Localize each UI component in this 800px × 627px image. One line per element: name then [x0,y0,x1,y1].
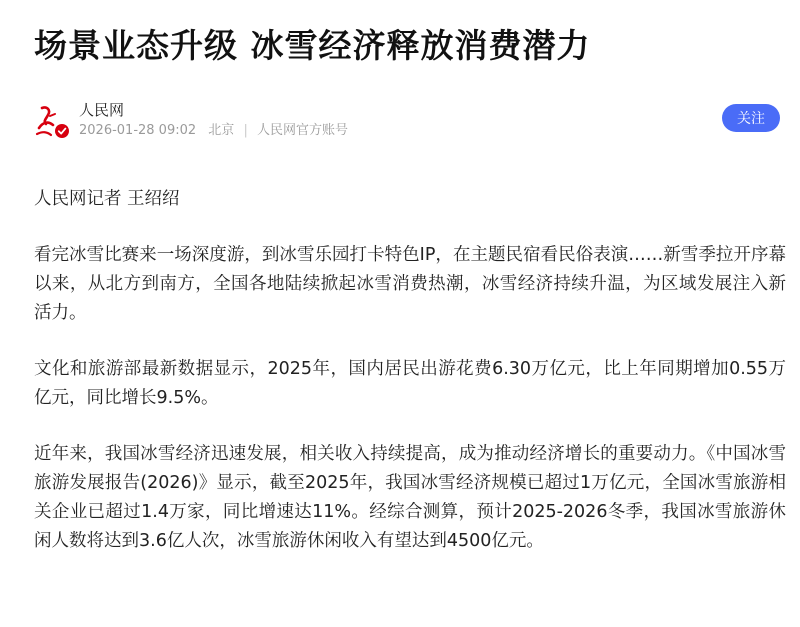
follow-button[interactable]: 关注 [722,104,780,132]
author-byline [34,100,780,144]
article-meta [79,122,348,140]
publish-date: 2026-01-28 09:02 [79,123,197,138]
article-title: 场景业态升级 冰雪经济释放消费潜力 [34,26,591,65]
body-paragraph: 文化和旅游部最新数据显示，2025年，国内居民出游花费6.30万亿元，比上年同期增加0.55万亿元，同比增长9.5%。 [34,359,786,408]
account-type: 人民网官方账号 [256,123,348,138]
publish-location: 北京 [208,123,235,138]
meta-divider: | [243,123,248,138]
author-name[interactable]: 人民网 [79,101,125,119]
body-paragraph: 看完冰雪比赛来一场深度游，到冰雪乐园打卡特色IP，在主题民宿看民俗表演……新雪季拉开序幕以来，从北方到南方，全国各地陆续掀起冰雪消费热潮，冰雪经济持续升温，为区域发展注入新活力。 [34,245,786,323]
article-body [34,185,786,583]
people-daily-logo-icon[interactable] [34,102,72,140]
body-paragraph: 近年来，我国冰雪经济迅速发展，相关收入持续提高，成为推动经济增长的重要动力。《中国冰雪旅游发展报告(2026)》显示，截至2025年，我国冰雪经济规模已超过1万亿元，全国冰雪旅游相关企业已超过1.4万家，同比增速达11%。经综合测算，预计2025-2026冬季，我国冰雪旅游休闲人数将达到3.6亿人次，冰雪旅游休闲收入有望达到4500亿元。 [34,444,786,551]
reporter-line: 人民网记者 王绍绍 [34,189,180,209]
